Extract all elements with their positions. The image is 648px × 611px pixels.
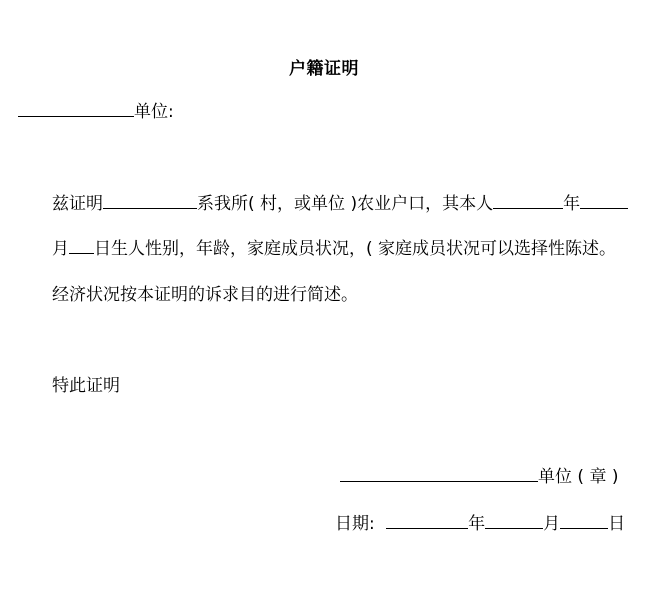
date-day-label: 日 bbox=[608, 514, 626, 534]
date-month-label: 月 bbox=[543, 514, 561, 534]
body-text-household: 系我所( 村，或单位 )农业户口，其本人 bbox=[197, 194, 494, 214]
date-year-label: 年 bbox=[468, 514, 486, 534]
signature-blank bbox=[340, 464, 538, 482]
birth-month-blank-start bbox=[580, 191, 628, 209]
body-line-3: 经济状况按本证明的诉求目的进行简述。 bbox=[52, 285, 358, 305]
body-line-2 bbox=[52, 236, 616, 261]
date-label: 日期: bbox=[335, 514, 375, 534]
unit-line bbox=[18, 99, 174, 124]
body-text-month: 月 bbox=[52, 239, 69, 259]
birth-year-blank bbox=[493, 191, 563, 209]
unit-blank bbox=[18, 99, 134, 117]
body-line-1 bbox=[52, 191, 628, 216]
date-year-blank bbox=[386, 511, 468, 529]
signature-line bbox=[340, 464, 618, 489]
date-day-blank bbox=[560, 511, 608, 529]
body-text-year: 年 bbox=[563, 194, 581, 214]
document-title: 户籍证明 bbox=[289, 59, 359, 79]
birth-day-blank bbox=[69, 236, 94, 254]
body-text-details: 日生人性别，年龄，家庭成员状况，( 家庭成员状况可以选择性陈述。 bbox=[94, 239, 617, 259]
date-line bbox=[335, 511, 625, 536]
signature-label: 单位 ( 章 ) bbox=[538, 467, 619, 487]
date-month-blank bbox=[485, 511, 543, 529]
body-text-certify: 兹证明 bbox=[52, 194, 103, 214]
unit-label: 单位: bbox=[134, 102, 174, 122]
closing-text: 特此证明 bbox=[52, 376, 120, 396]
name-blank bbox=[103, 191, 197, 209]
